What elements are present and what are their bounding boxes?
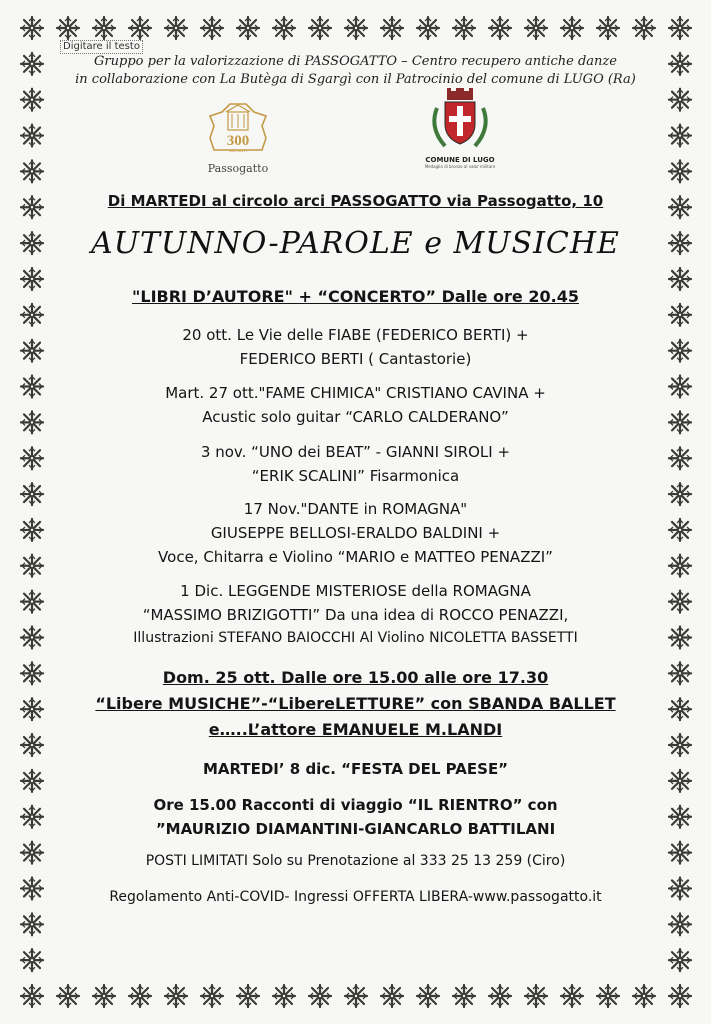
snowflake-ornament-icon (21, 626, 43, 648)
page-title: AUTUNNO-PAROLE e MUSICHE (91, 226, 620, 261)
snowflake-ornament-icon (21, 196, 43, 218)
passogatto-logo (200, 100, 276, 175)
venue-line: Di MARTEDI al circolo arci PASSOGATTO via Passogatto, 10 (107, 192, 604, 210)
snowflake-ornament-icon (21, 698, 43, 720)
passogatto-logo-caption: Passogatto (207, 162, 269, 175)
event-line: “MASSIMO BRIZIGOTTI” Da una idea di ROCCO PENAZZI, (142, 606, 569, 624)
snowflake-ornament-icon (669, 340, 691, 362)
event-line: GIUSEPPE BELLOSI-ERALDO BALDINI + (210, 524, 501, 542)
snowflake-ornament-icon (21, 985, 43, 1007)
flyer-content (60, 0, 651, 1024)
organizer-line: Gruppo per la valorizzazione di PASSOGATTO – Centro recupero antiche danze (94, 54, 617, 69)
snowflake-ornament-icon (669, 160, 691, 182)
sunday-line: “Libere MUSICHE”-“LibereLETTURE” con SBANDA BALLET (95, 694, 616, 713)
event-line: 1 Dic. LEGGENDE MISTERIOSE della ROMAGNA (180, 582, 531, 600)
snowflake-ornament-icon (669, 842, 691, 864)
racconti-line: Ore 15.00 Racconti di viaggio “IL RIENTRO” con (153, 796, 558, 814)
snowflake-ornament-icon (669, 17, 691, 39)
snowflake-ornament-icon (669, 519, 691, 541)
snowflake-ornament-icon (21, 340, 43, 362)
snowflake-ornament-icon (669, 53, 691, 75)
snowflake-ornament-icon (669, 913, 691, 935)
snowflake-ornament-icon (669, 626, 691, 648)
snowflake-ornament-icon (21, 842, 43, 864)
snowflake-ornament-icon (669, 89, 691, 111)
snowflake-ornament-icon (21, 53, 43, 75)
snowflake-ornament-icon (21, 591, 43, 613)
snowflake-ornament-icon (21, 268, 43, 290)
passogatto-emblem-icon (200, 100, 276, 156)
snowflake-ornament-icon (669, 447, 691, 469)
snowflake-ornament-icon (21, 949, 43, 971)
event-line: FEDERICO BERTI ( Cantastorie) (239, 350, 472, 368)
logo-tiny-text: ABITANTI (229, 148, 247, 153)
snowflake-ornament-icon (21, 877, 43, 899)
snowflake-ornament-icon (21, 376, 43, 398)
snowflake-ornament-icon (21, 913, 43, 935)
comune-subcaption: Medaglia di bronzo al valor militare (424, 164, 496, 169)
snowflake-ornament-icon (21, 411, 43, 433)
snowflake-ornament-icon (21, 125, 43, 147)
snowflake-ornament-icon (21, 555, 43, 577)
text-placeholder-tag: Digitare il testo (60, 40, 143, 54)
snowflake-ornament-icon (21, 304, 43, 326)
event-line: 17 Nov."DANTE in ROMAGNA" (243, 500, 468, 518)
snowflake-ornament-icon (21, 17, 43, 39)
snowflake-ornament-icon (669, 770, 691, 792)
racconti-line: ”MAURIZIO DIAMANTINI-GIANCARLO BATTILANI (155, 820, 556, 838)
snowflake-ornament-icon (669, 806, 691, 828)
collaboration-line: in collaborazione con La Butèga di Sgargì con il Patrocinio del comune di LUGO (Ra) (75, 72, 636, 87)
snowflake-ornament-icon (669, 411, 691, 433)
snowflake-ornament-icon (669, 125, 691, 147)
regolamento-line: Regolamento Anti-COVID- Ingressi OFFERTA LIBERA-www.passogatto.it (109, 889, 602, 905)
snowflake-ornament-icon (21, 483, 43, 505)
snowflake-ornament-icon (21, 806, 43, 828)
snowflake-ornament-icon (669, 985, 691, 1007)
snowflake-ornament-icon (669, 877, 691, 899)
snowflake-ornament-icon (669, 734, 691, 756)
snowflake-ornament-icon (669, 591, 691, 613)
snowflake-ornament-icon (21, 662, 43, 684)
event-line: Illustrazioni STEFANO BAIOCCHI Al Violino NICOLETTA BASSETTI (133, 630, 578, 646)
festa-line: MARTEDI’ 8 dic. “FESTA DEL PAESE” (202, 760, 509, 778)
snowflake-ornament-icon (21, 770, 43, 792)
snowflake-ornament-icon (669, 949, 691, 971)
snowflake-ornament-icon (669, 268, 691, 290)
snowflake-ornament-icon (669, 698, 691, 720)
event-line: 3 nov. “UNO dei BEAT” - GIANNI SIROLI + (200, 443, 511, 461)
event-line: 20 ott. Le Vie delle FIABE (FEDERICO BERTI) + (182, 326, 529, 344)
program-subtitle: "LIBRI D’AUTORE" + “CONCERTO” Dalle ore 20.45 (132, 287, 579, 306)
comune-caption: COMUNE DI LUGO (425, 156, 495, 164)
snowflake-ornament-icon (669, 483, 691, 505)
event-line: “ERIK SCALINI” Fisarmonica (251, 467, 460, 485)
snowflake-ornament-icon (21, 89, 43, 111)
snowflake-ornament-icon (669, 304, 691, 326)
snowflake-ornament-icon (669, 555, 691, 577)
event-line: Voce, Chitarra e Violino “MARIO e MATTEO PENAZZI” (158, 548, 553, 566)
snowflake-ornament-icon (669, 662, 691, 684)
snowflake-ornament-icon (21, 447, 43, 469)
snowflake-ornament-icon (669, 376, 691, 398)
logo-number: 300 (226, 133, 250, 149)
sunday-line: Dom. 25 ott. Dalle ore 15.00 alle ore 17.30 (162, 668, 549, 687)
snowflake-ornament-icon (21, 160, 43, 182)
event-line: Mart. 27 ott."FAME CHIMICA" CRISTIANO CAVINA + (165, 384, 546, 402)
comune-lugo-logo (423, 88, 497, 184)
event-line: Acustic solo guitar “CARLO CALDERANO” (202, 408, 509, 426)
coat-of-arms-icon (423, 88, 497, 152)
snowflake-ornament-icon (21, 519, 43, 541)
sunday-line: e…..L’attore EMANUELE M.LANDI (208, 720, 503, 739)
snowflake-ornament-icon (21, 232, 43, 254)
snowflake-ornament-icon (21, 734, 43, 756)
posti-line: POSTI LIMITATI Solo su Prenotazione al 333 25 13 259 (Ciro) (145, 853, 566, 869)
snowflake-ornament-icon (669, 196, 691, 218)
snowflake-ornament-icon (669, 232, 691, 254)
